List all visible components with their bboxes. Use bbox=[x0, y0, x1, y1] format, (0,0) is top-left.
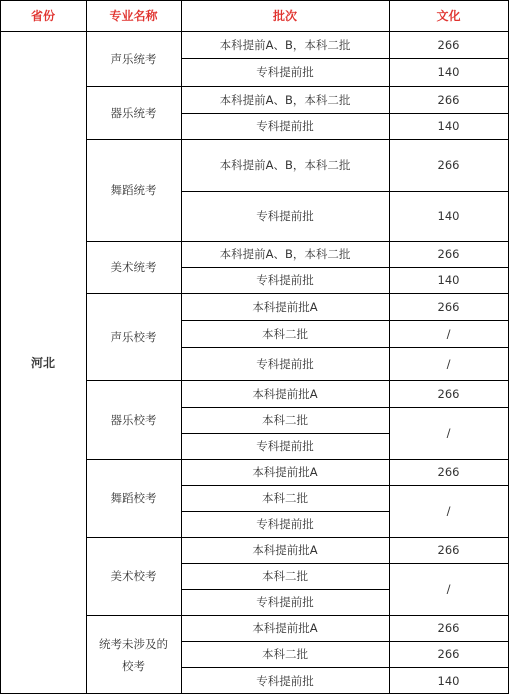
score-cell: 266 bbox=[437, 465, 460, 479]
score-cell: / bbox=[446, 504, 451, 518]
table-rule bbox=[86, 537, 508, 538]
score-cell: 140 bbox=[437, 209, 460, 223]
table-rule bbox=[181, 589, 389, 590]
batch-cell: 本科提前A、B，本科二批 bbox=[219, 37, 351, 52]
major-name-cell: 美术校考 bbox=[110, 569, 157, 583]
batch-cell: 专科提前批 bbox=[256, 595, 314, 609]
score-cell: / bbox=[446, 356, 451, 371]
score-cell: 266 bbox=[437, 299, 460, 314]
batch-cell: 专科提前批 bbox=[256, 673, 314, 688]
table-rule bbox=[181, 433, 389, 434]
score-cell: / bbox=[446, 582, 451, 596]
score-cell: 140 bbox=[437, 273, 460, 287]
batch-cell: 本科提前A、B，本科二批 bbox=[219, 158, 351, 172]
table-rule bbox=[86, 241, 508, 242]
major-name-cell: 美术统考 bbox=[110, 260, 157, 274]
score-cell: 266 bbox=[437, 647, 460, 661]
score-cell: 266 bbox=[437, 158, 460, 172]
score-cell: 266 bbox=[437, 247, 460, 261]
batch-cell: 本科二批 bbox=[262, 647, 308, 661]
score-cell: / bbox=[446, 326, 451, 341]
batch-cell: 本科提前批A bbox=[252, 621, 318, 635]
table-rule bbox=[86, 86, 508, 87]
batch-cell: 本科提前批A bbox=[252, 386, 318, 401]
table-rule bbox=[86, 293, 508, 294]
header-province: 省份 bbox=[30, 8, 55, 23]
major-name-cell: 声乐校考 bbox=[110, 329, 157, 344]
batch-cell: 本科提前批A bbox=[252, 465, 318, 479]
table-rule bbox=[389, 0, 390, 694]
major-name-cell: 统考未涉及的校考 bbox=[99, 636, 168, 673]
table-rule bbox=[181, 511, 389, 512]
table-rule bbox=[0, 31, 508, 32]
batch-cell: 本科二批 bbox=[262, 491, 308, 505]
major-name-cell: 声乐统考 bbox=[110, 51, 157, 66]
batch-cell: 专科提前批 bbox=[256, 209, 314, 223]
score-cell: 266 bbox=[437, 386, 460, 401]
batch-cell: 本科提前A、B，本科二批 bbox=[219, 247, 351, 261]
batch-cell: 本科提前A、B，本科二批 bbox=[219, 92, 351, 107]
table-rule bbox=[181, 0, 182, 694]
batch-cell: 专科提前批 bbox=[256, 65, 314, 79]
score-cell: 266 bbox=[437, 543, 460, 557]
score-cell: 266 bbox=[437, 621, 460, 635]
batch-cell: 专科提前批 bbox=[256, 119, 314, 133]
major-name-cell: 舞蹈校考 bbox=[110, 491, 157, 505]
batch-cell: 专科提前批 bbox=[256, 439, 314, 453]
score-cell: 140 bbox=[437, 119, 460, 133]
table-rule bbox=[86, 139, 508, 140]
batch-cell: 专科提前批 bbox=[256, 273, 314, 287]
header-major: 专业名称 bbox=[109, 8, 158, 23]
score-cell: 266 bbox=[437, 37, 460, 52]
table-rule bbox=[0, 0, 508, 1]
table-rule bbox=[86, 615, 508, 616]
score-cell: 140 bbox=[437, 65, 460, 79]
batch-cell: 本科提前批A bbox=[252, 543, 318, 557]
major-name-cell: 舞蹈统考 bbox=[110, 183, 157, 197]
score-cell: 140 bbox=[437, 673, 460, 688]
batch-cell: 专科提前批 bbox=[256, 517, 314, 531]
batch-cell: 专科提前批 bbox=[256, 356, 314, 371]
score-cell: / bbox=[446, 426, 451, 440]
table-rule bbox=[0, 0, 1, 694]
batch-cell: 本科提前批A bbox=[252, 299, 318, 314]
table-rule bbox=[86, 459, 508, 460]
header-culture: 文化 bbox=[436, 8, 461, 23]
batch-cell: 本科二批 bbox=[262, 413, 308, 427]
batch-cell: 本科二批 bbox=[262, 326, 308, 341]
header-batch: 批次 bbox=[272, 8, 297, 23]
major-name-cell: 器乐统考 bbox=[110, 105, 157, 120]
province-cell: 河北 bbox=[30, 355, 55, 370]
major-name-cell: 器乐校考 bbox=[110, 412, 157, 427]
score-cell: 266 bbox=[437, 92, 460, 107]
table-rule bbox=[86, 0, 87, 694]
batch-cell: 本科二批 bbox=[262, 569, 308, 583]
table-rule bbox=[86, 380, 508, 381]
